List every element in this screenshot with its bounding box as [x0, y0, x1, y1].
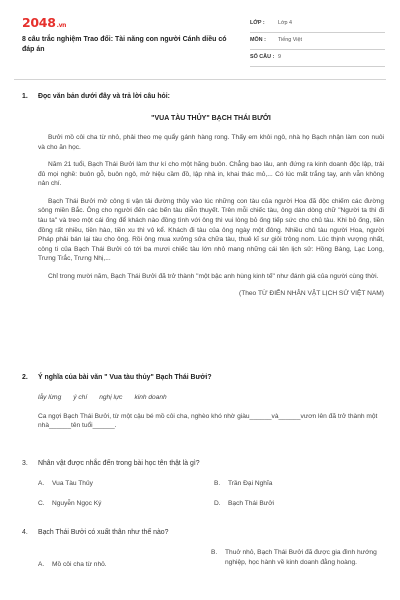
meta-row-class — [250, 16, 385, 33]
answer-option-a[interactable] — [38, 479, 214, 489]
option-text: Vua Tàu Thủy — [52, 480, 93, 487]
meta-table — [250, 16, 385, 67]
meta-key: LỚP : — [250, 20, 265, 27]
word-bank-item[interactable]: ý chí — [73, 394, 88, 401]
question-prompt — [22, 528, 384, 538]
word-bank-item[interactable]: lẫy lừng — [38, 394, 62, 401]
answer-option-a[interactable] — [38, 560, 211, 570]
question-text: Đọc văn bản dưới đây và trả lời câu hỏi: — [38, 93, 170, 100]
logo-text: 2048 — [22, 15, 56, 30]
meta-key: MÔN : — [250, 37, 266, 44]
question-number: 3. — [22, 460, 28, 467]
page-title: 8 câu trắc nghiệm Trao đổi: Tài năng con người Cánh diều có đáp án — [22, 36, 227, 54]
passage-source: (Theo TỪ ĐIỂN NHÂN VẬT LỊCH SỬ VIỆT NAM) — [239, 290, 384, 298]
word-bank — [38, 393, 384, 403]
option-letter: B. — [211, 549, 218, 556]
answer-options — [38, 548, 384, 570]
page-header — [22, 14, 382, 72]
header-divider — [14, 79, 386, 80]
meta-row-subject — [250, 33, 385, 50]
passage-paragraph: Bưởi mồ côi cha từ nhỏ, phải theo mẹ quẩy gánh hàng rong. Thấy em khôi ngô, nhà họ Bạch nhận làm con nuôi và cho ăn học. — [38, 134, 384, 151]
option-text: Trần Đại Nghĩa — [228, 480, 273, 487]
passage-paragraph: Chỉ trong mười năm, Bạch Thái Bưởi đã trở thành "một bậc anh hùng kinh tế" như đánh giá của người cùng thời. — [48, 272, 379, 280]
option-letter: A. — [38, 480, 45, 487]
answer-options — [38, 479, 384, 508]
passage-title: "VUA TÀU THỦY" BẠCH THÁI BƯỞI — [151, 115, 271, 122]
question-prompt — [22, 92, 384, 102]
question-body — [22, 393, 384, 431]
answer-option-c[interactable] — [38, 499, 214, 509]
meta-value: 9 — [278, 54, 281, 61]
question-text: Nhân vật được nhắc đến trong bài học tên thật là gì? — [38, 460, 200, 467]
question-2 — [22, 373, 384, 431]
option-text: Bạch Thái Bưởi — [228, 499, 275, 507]
question-number: 4. — [22, 529, 28, 536]
option-letter: C. — [38, 499, 45, 507]
question-prompt — [22, 459, 384, 469]
reading-passage — [22, 114, 384, 299]
option-letter: A. — [38, 561, 45, 568]
option-letter: D. — [214, 499, 221, 507]
question-4 — [22, 528, 384, 570]
question-prompt — [22, 373, 384, 383]
meta-row-question-count — [250, 50, 385, 67]
word-bank-item[interactable]: nghị lực — [99, 394, 123, 401]
question-3 — [22, 459, 384, 508]
question-body — [22, 548, 384, 570]
site-logo[interactable] — [22, 14, 66, 32]
question-text: Bạch Thái Bưởi có xuất thân như thế nào? — [38, 529, 169, 536]
fill-in-blank-sentence: Ca ngợi Bạch Thái Bưởi, từ một cậu bé mồ côi cha, nghèo khó nhờ giàu______và______vươn lên đã trở thành một nhà______tên tuổi______. — [38, 412, 378, 430]
answer-option-b[interactable] — [211, 548, 384, 567]
meta-key: SỐ CÂU : — [250, 54, 275, 61]
option-text: Nguyễn Ngọc Ký — [52, 499, 102, 507]
word-bank-item[interactable]: kinh doanh — [134, 394, 167, 401]
option-text: Mồ côi cha từ nhỏ. — [52, 561, 107, 568]
question-body — [22, 479, 384, 508]
option-text: Thuở nhỏ, Bạch Thái Bưởi đã được gia đình hướng nghiệp, học hành về kinh doanh đằng hoàng. — [225, 549, 377, 566]
question-text: Ý nghĩa của bài văn " Vua tàu thủy" Bạch Thái Bưởi? — [38, 374, 212, 381]
passage-paragraph: Năm 21 tuổi, Bạch Thái Bưởi làm thư kí cho một hãng buôn. Chẳng bao lâu, anh đứng ra kinh doanh độc lập, trải đủ mọi nghề: buôn gỗ, buôn ngô, mở hiệu cầm đồ, lập nhà in, khai thác mỏ,... Có lúc mất trắng tay, anh vẫn không nản chí. — [38, 161, 384, 188]
logo-tld: .vn — [56, 22, 67, 29]
passage-paragraph: Bạch Thái Bưởi mở công ti vận tải đường thủy vào lúc những con tàu của người Hoa đã độc chiếm các đường sông miền Bắc. Ông cho người đến các bến tàu diễn thuyết. Trên mỗi chiếc tàu, ông dán dòng chữ "Người ta thì đi tàu ta" và treo một cái ống để khách nào đồng tình với ông thì vui lòng bỏ ống tiếp sức cho chủ tàu. Khi bỏ ống, tiền đồng rất nhiều, tiền hào, tiền xu thì vô kể. Khách đi tàu của ông ngày một đông. Nhiều chủ tàu người Hoa, người Pháp phải bán lại tàu cho ông. Rồi ông mua xưởng sửa chữa tàu, thuê kĩ sư giỏi trông nom. Lúc thịnh vượng nhất, công ti của Bạch Thái Bưởi có tới ba mươi chiếc tàu lớn nhỏ mang những cái tên lịch sử: Hồng Bàng, Lạc Long, Trưng Trắc, Trưng Nhị,... — [38, 197, 384, 263]
meta-value: Tiếng Việt — [278, 37, 302, 44]
option-letter: B. — [214, 480, 221, 487]
question-number: 1. — [22, 93, 28, 100]
meta-value: Lớp 4 — [278, 20, 293, 27]
question-number: 2. — [22, 374, 28, 381]
answer-option-b[interactable] — [214, 479, 390, 489]
question-1 — [22, 92, 384, 299]
answer-option-d[interactable] — [214, 499, 390, 509]
